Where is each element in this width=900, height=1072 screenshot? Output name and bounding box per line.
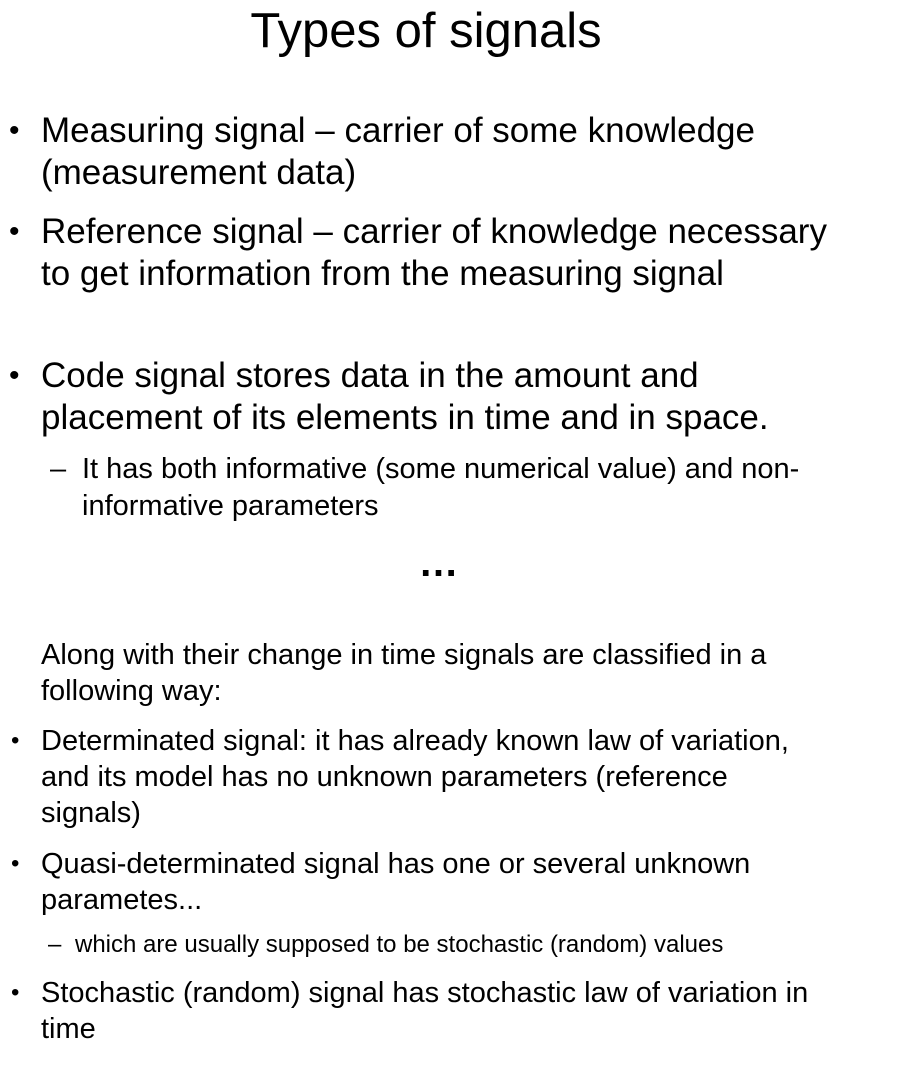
bullet-marker: • <box>11 850 20 877</box>
bullet-code-signal <box>0 355 890 439</box>
sub-bullet-code-signal-parameters <box>0 451 890 525</box>
sub-bullet-marker: – <box>50 453 67 485</box>
ellipsis: … <box>418 541 460 585</box>
bullet-text: Quasi-determinated signal has one or several unknown parametes... <box>41 848 751 916</box>
bullet-marker: • <box>9 114 20 147</box>
sub-bullet-text: which are usually supposed to be stochastic (random) values <box>75 931 724 958</box>
bullet-marker: • <box>9 215 20 248</box>
bullet-measuring-signal <box>0 110 890 194</box>
bullet-reference-signal <box>0 211 890 337</box>
bullet-determinated-signal <box>0 723 890 831</box>
bullet-text: Determinated signal: it has already known law of variation, and its model has no unknown parameters (reference signals) <box>41 725 789 829</box>
classification-intro: Along with their change in time signals are classified in a following way: <box>41 639 767 707</box>
bullet-quasi-determinated-signal <box>0 846 890 918</box>
slide-title: Types of signals <box>250 4 602 58</box>
sub-bullet-marker: – <box>48 931 62 958</box>
bullet-marker: • <box>11 727 20 754</box>
bullet-text: Reference signal – carrier of knowledge necessary to get information from the measuring signal <box>41 212 827 293</box>
bullet-stochastic-signal <box>0 975 890 1047</box>
bullet-text: Stochastic (random) signal has stochastic law of variation in time <box>41 977 809 1045</box>
bullet-text: Measuring signal – carrier of some knowledge (measurement data) <box>41 111 755 192</box>
sub-bullet-text: It has both informative (some numerical value) and non-informative parameters <box>82 453 800 522</box>
bullet-marker: • <box>9 359 20 392</box>
bullet-marker: • <box>11 979 20 1006</box>
bullet-text: Code signal stores data in the amount and placement of its elements in time and in space. <box>41 356 769 437</box>
sub-bullet-unknown-parameters <box>0 930 890 962</box>
